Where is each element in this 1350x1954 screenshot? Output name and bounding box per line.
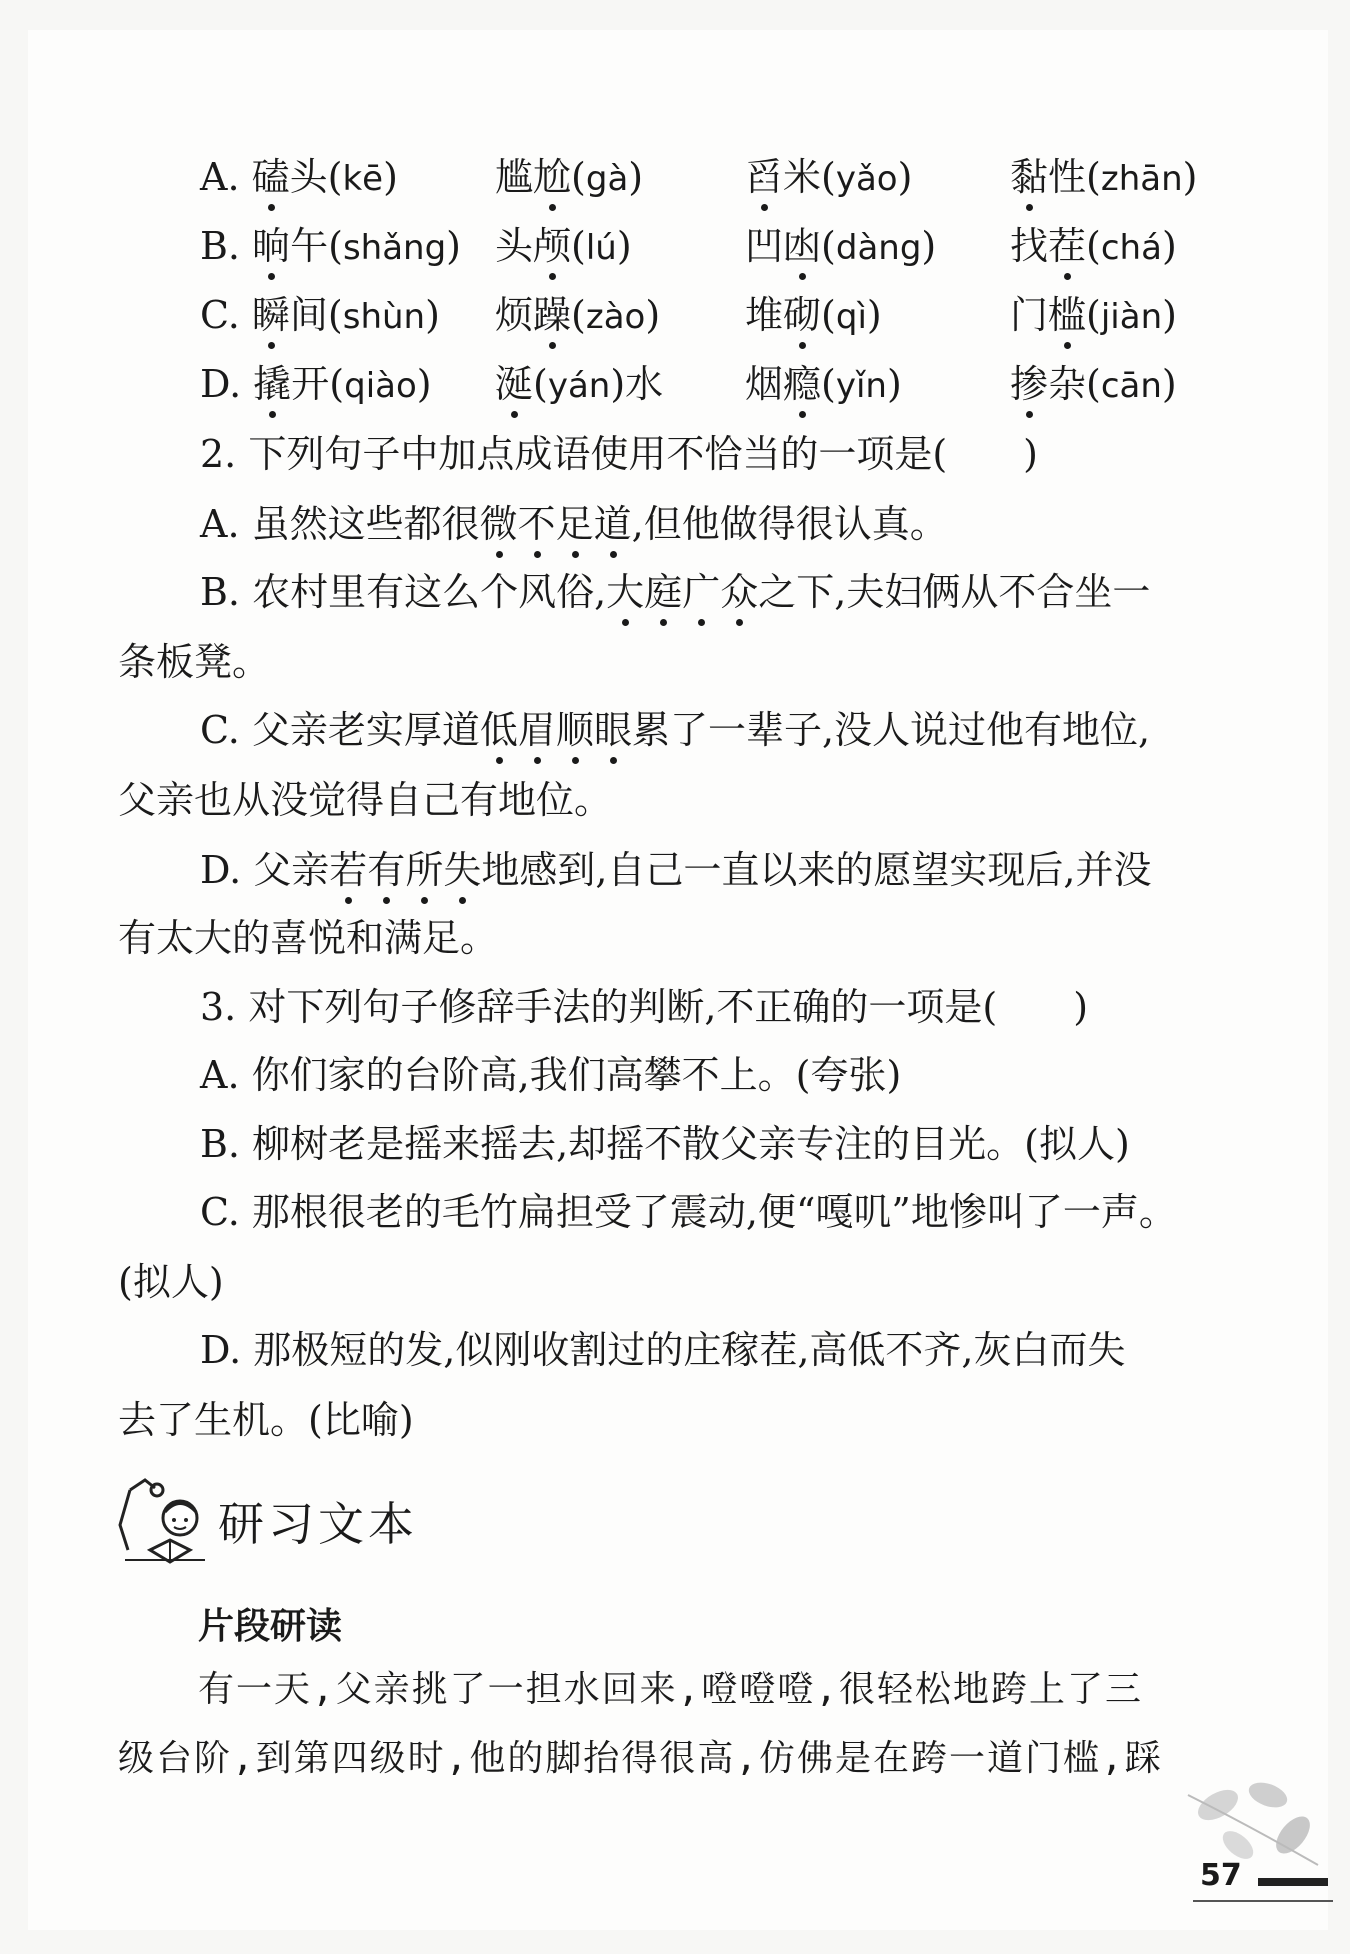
q1-a-1: A. 磕头(kē) (200, 155, 398, 199)
dotted-char: 瞬 (251, 293, 290, 337)
q2-option-b: B. 农村里有这么个风俗,大庭广众之下,夫妇俩从不合坐一 (200, 570, 1151, 614)
q2-stem: 2. 下列句子中加点成语使用不恰当的一项是( ) (200, 432, 1038, 476)
dotted-char: 舀 (745, 155, 784, 199)
q1-b-2: 头颅(lú) (495, 224, 632, 268)
dotted-char: 掺 (1010, 362, 1049, 406)
q1-d-1: D. 撬开(qiào) (200, 362, 432, 406)
passage-line-2: 级台阶,到第四级时,他的脚抬得很高,仿佛是在跨一道门槛,踩 (118, 1738, 1163, 1779)
q1-a-2: 尴尬(gà) (495, 155, 644, 199)
q2-option-d-line2: 有太大的喜悦和满足。 (118, 916, 499, 960)
dotted-idiom: 微不足道 (479, 502, 632, 546)
dotted-char: 磕 (251, 155, 290, 199)
q2-option-c: C. 父亲老实厚道低眉顺眼累了一辈子,没人说过他有地位, (200, 708, 1151, 752)
q2-option-d: D. 父亲若有所失地感到,自己一直以来的愿望实现后,并没 (200, 848, 1152, 892)
dotted-char: 黏 (1010, 155, 1049, 199)
page-number-rule (1193, 1900, 1333, 1902)
q3-option-a: A. 你们家的台阶高,我们高攀不上。(夸张) (200, 1053, 902, 1097)
dotted-char: 撬 (253, 362, 292, 406)
q3-stem: 3. 对下列句子修辞手法的判断,不正确的一项是( ) (200, 985, 1089, 1029)
dotted-idiom: 低眉顺眼 (479, 708, 632, 752)
q2-option-b-line2: 条板凳。 (118, 640, 271, 684)
q1-c-3: 堆砌(qì) (745, 293, 882, 337)
reading-kid-icon (110, 1470, 220, 1570)
dotted-char: 砌 (783, 293, 822, 337)
dotted-idiom: 大庭广众 (606, 570, 759, 614)
q1-b-4: 找茬(chá) (1010, 224, 1177, 268)
q1-c-4: 门槛(jiàn) (1010, 293, 1177, 337)
q1-a-4: 黏性(zhān) (1010, 155, 1198, 199)
q1-d-3: 烟瘾(yǐn) (745, 362, 902, 406)
dotted-idiom: 若有所失 (329, 848, 482, 892)
q1-b-1: B. 晌午(shǎng) (200, 224, 461, 268)
q2-option-a: A. 虽然这些都很微不足道,但他做得很认真。 (200, 502, 948, 546)
q2-option-c-line2: 父亲也从没觉得自己有地位。 (118, 778, 613, 822)
q3-option-d: D. 那极短的发,似刚收割过的庄稼茬,高低不齐,灰白而失 (200, 1328, 1126, 1372)
passage-line-1: 有一天,父亲挑了一担水回来,噔噔噔,很轻松地跨上了三 (198, 1669, 1144, 1710)
section-title: 研习文本 (218, 1497, 418, 1551)
q1-d-4: 掺杂(cān) (1010, 362, 1177, 406)
q1-d-2: 涎(yán)水 (495, 362, 664, 406)
dotted-char: 涎 (495, 362, 534, 406)
q3-option-d-line2: 去了生机。(比喻) (118, 1398, 414, 1442)
q1-c-1: C. 瞬间(shùn) (200, 293, 440, 337)
q1-a-3: 舀米(yǎo) (745, 155, 913, 199)
dotted-char: 瘾 (783, 362, 822, 406)
q3-option-c: C. 那根很老的毛竹扁担受了震动,便“嘎叽”地惨叫了一声。 (200, 1190, 1177, 1234)
q3-option-c-line2: (拟人) (118, 1260, 224, 1304)
q3-option-b: B. 柳树老是摇来摇去,却摇不散父亲专注的目光。(拟人) (200, 1122, 1130, 1166)
page-sheet (28, 30, 1328, 1930)
q1-b-3: 凹凼(dàng) (745, 224, 937, 268)
section-subtitle: 片段研读 (198, 1606, 343, 1647)
dotted-char: 尬 (533, 155, 572, 199)
dotted-char: 凼 (783, 224, 822, 268)
dotted-char: 颅 (533, 224, 572, 268)
q1-c-2: 烦躁(zào) (495, 293, 661, 337)
dotted-char: 槛 (1048, 293, 1087, 337)
page-number: 57 (1200, 1858, 1242, 1893)
section-header (110, 1470, 530, 1560)
dotted-char: 晌 (252, 224, 291, 268)
dotted-char: 茬 (1048, 224, 1087, 268)
page-number-bar (1258, 1878, 1328, 1886)
dotted-char: 躁 (533, 293, 572, 337)
